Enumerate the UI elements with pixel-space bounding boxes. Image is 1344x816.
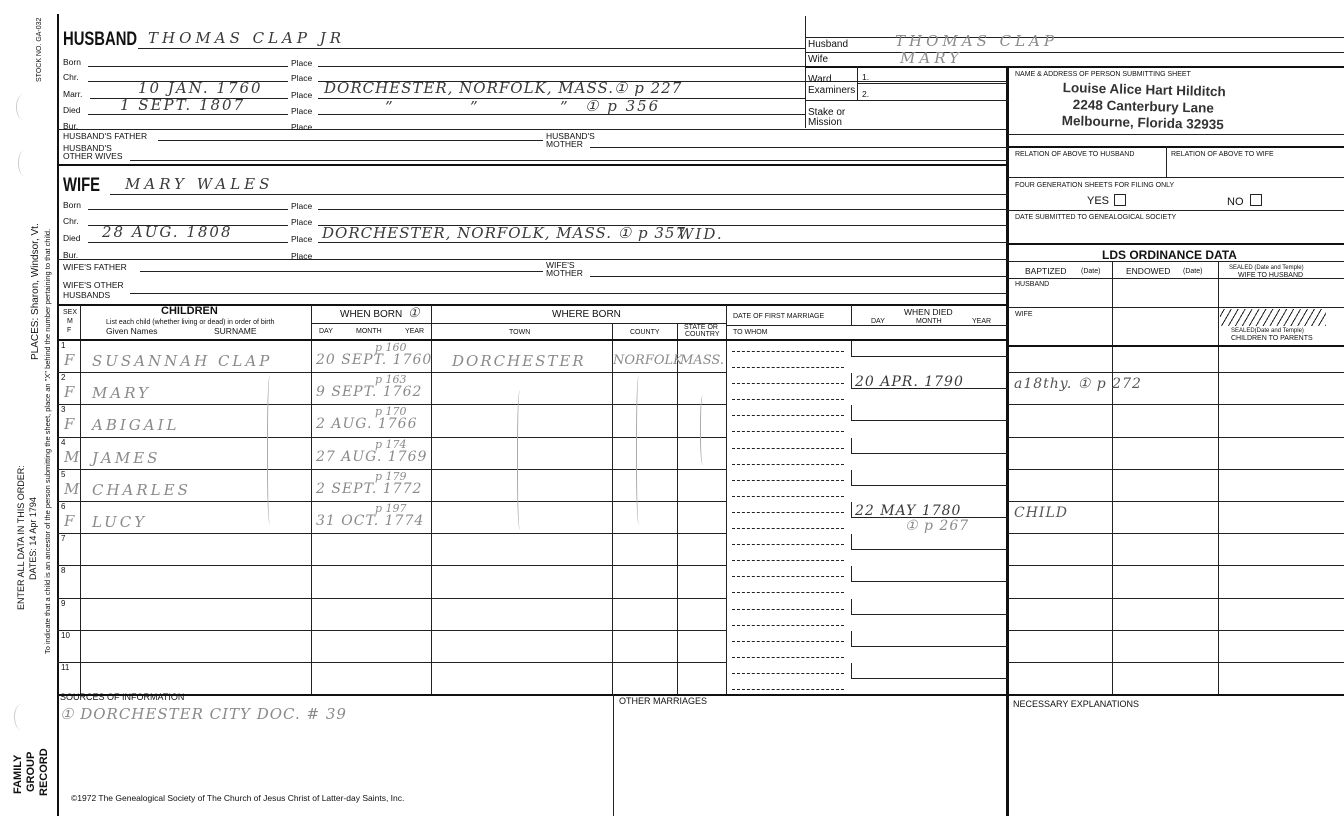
relation-wife-label: RELATION OF ABOVE TO WIFE xyxy=(1171,151,1274,158)
child-birth-ref[interactable]: p 179 xyxy=(375,470,407,483)
date-submitted-label: DATE SUBMITTED TO GENEALOGICAL SOCIETY xyxy=(1015,214,1177,221)
stake-label-2: Mission xyxy=(808,117,842,128)
enter-order-note: ENTER ALL DATA IN THIS ORDER: xyxy=(16,465,26,610)
yes-checkbox[interactable] xyxy=(1114,194,1126,206)
ditto-stroke xyxy=(517,390,524,530)
wife-died-place[interactable]: DORCHESTER, NORFOLK, MASS. ① p 357 xyxy=(322,224,687,242)
wife-mother-label-2: MOTHER xyxy=(546,268,583,278)
husband-other-wives-label-1: HUSBAND'S xyxy=(63,143,112,153)
child-sex[interactable]: M xyxy=(64,448,82,466)
surname-label: SURNAME xyxy=(214,326,257,336)
state-label-2: COUNTRY xyxy=(685,331,720,338)
lds-baptized-label: BAPTIZED xyxy=(1025,266,1067,276)
no-label: NO xyxy=(1227,196,1244,208)
died-year-label: YEAR xyxy=(972,318,992,325)
town-label: TOWN xyxy=(509,329,531,336)
born-month-label: MONTH xyxy=(356,328,382,335)
child-row-number: 11 xyxy=(61,663,70,672)
child-name[interactable]: MARY xyxy=(92,384,151,402)
wife-chr-place-label: Place xyxy=(291,217,313,227)
wife-heading: WIFE xyxy=(63,175,101,196)
relation-husband-label: RELATION OF ABOVE TO HUSBAND xyxy=(1015,151,1135,158)
child-birth-date[interactable]: 27 AUG. 1769 xyxy=(316,449,428,465)
husband-heading: HUSBAND xyxy=(63,29,138,50)
child-birth-ref[interactable]: p 160 xyxy=(375,341,407,354)
child-row-number: 4 xyxy=(61,438,66,447)
child-birth-date[interactable]: 2 AUG. 1766 xyxy=(316,416,418,432)
husband-father-label: HUSBAND'S FATHER xyxy=(63,131,148,141)
wife-died-place-label: Place xyxy=(291,234,313,244)
died-month-label: MONTH xyxy=(916,318,942,325)
first-marriage-label: DATE OF FIRST MARRIAGE xyxy=(733,313,825,320)
examiner-2: 2. xyxy=(862,89,870,99)
child-birth-county[interactable]: NORFOLK xyxy=(613,353,683,368)
child-sex[interactable]: F xyxy=(64,351,77,369)
child-name[interactable]: LUCY xyxy=(92,513,148,531)
child-death-date[interactable]: 22 MAY 1780 xyxy=(855,503,962,519)
four-generation-label: FOUR GENERATION SHEETS FOR FILING ONLY xyxy=(1015,182,1175,189)
submitter-label: NAME & ADDRESS OF PERSON SUBMITTING SHEET xyxy=(1015,71,1191,78)
ward-label: Ward xyxy=(808,74,832,85)
when-born-label: WHEN BORN xyxy=(340,309,403,320)
child-birth-date[interactable]: 31 OCT. 1774 xyxy=(316,513,425,529)
wife-other-husbands-label-2: HUSBANDS xyxy=(63,290,111,300)
wife-father-label: WIFE'S FATHER xyxy=(63,262,127,272)
husband-mother-label-2: MOTHER xyxy=(546,139,583,149)
form-title-group: GROUP xyxy=(25,751,37,792)
lds-endowed-date: (Date) xyxy=(1183,268,1203,275)
ditto-stroke xyxy=(636,375,643,525)
child-row-number: 2 xyxy=(61,373,66,382)
child-birth-date[interactable]: 20 SEPT. 1760 xyxy=(316,352,433,368)
sources-label: SOURCES OF INFORMATION xyxy=(60,692,185,702)
child-death-ref[interactable]: ① p 267 xyxy=(905,518,970,534)
ancestor-instruction: To indicate that a child is an ancestor of the person submitting the sheet, place an "X" behind the number pertaining to that child. xyxy=(43,228,52,654)
husband-died-ditto-1[interactable]: ” xyxy=(385,98,395,116)
lds-sealed-children-1: SEALED(Date and Temple) xyxy=(1231,328,1304,334)
child-row-number: 6 xyxy=(61,502,66,511)
submitter-street: 2248 Canterbury Lane xyxy=(1072,97,1215,116)
sex-m-label: M xyxy=(67,318,73,325)
wife-died-note[interactable]: WID. xyxy=(678,225,724,243)
wife-born-place-label: Place xyxy=(291,201,313,211)
husband-name[interactable]: THOMAS CLAP JR xyxy=(148,29,346,47)
form-title-family: FAMILY xyxy=(12,754,24,794)
died-day-label: DAY xyxy=(871,318,885,325)
lds-sealed-wife-1: SEALED (Date and Temple) xyxy=(1229,265,1304,271)
husband-marr-place-label: Place xyxy=(291,90,313,100)
ditto-stroke xyxy=(267,375,274,525)
child-name[interactable]: JAMES xyxy=(92,449,161,467)
lds-title: LDS ORDINANCE DATA xyxy=(1102,248,1237,262)
wife-bur-label: Bur. xyxy=(63,250,79,260)
husband-marr-date[interactable]: 10 JAN. 1760 xyxy=(138,79,263,97)
husband-other-wives-label-2: OTHER WIVES xyxy=(63,151,123,161)
child-name[interactable]: ABIGAIL xyxy=(92,416,180,434)
submitter-city: Melbourne, Florida 32935 xyxy=(1061,113,1224,133)
husband-died-place-label: Place xyxy=(291,106,313,116)
lds-hatch-area xyxy=(1220,309,1326,326)
husband-died-date[interactable]: 1 SEPT. 1807 xyxy=(120,96,246,114)
punch-hole xyxy=(18,150,31,176)
lds-baptized-date: (Date) xyxy=(1081,268,1101,275)
child-birth-state[interactable]: MASS. xyxy=(680,353,724,368)
child-row-number: 5 xyxy=(61,470,66,479)
child-row-number: 9 xyxy=(61,599,66,608)
other-marriages-label: OTHER MARRIAGES xyxy=(619,696,708,706)
husband-died-label: Died xyxy=(63,105,81,115)
punch-hole xyxy=(14,704,29,730)
child-sex[interactable]: M xyxy=(64,480,82,498)
child-lds-note[interactable]: CHILD xyxy=(1014,505,1068,521)
lds-wife-label: WIFE xyxy=(1015,311,1033,318)
wife-other-husbands-label-1: WIFE'S OTHER xyxy=(63,280,124,290)
child-birth-date[interactable]: 2 SEPT. 1772 xyxy=(316,481,423,497)
child-name[interactable]: CHARLES xyxy=(92,481,191,499)
husband-died-ditto-2[interactable]: ” xyxy=(470,98,480,116)
wife-died-date[interactable]: 28 AUG. 1808 xyxy=(102,223,233,241)
husband-died-ditto-3[interactable]: ” xyxy=(560,98,570,116)
child-name[interactable]: SUSANNAH CLAP xyxy=(92,352,273,370)
stock-number: STOCK NO. GA-032 xyxy=(36,17,43,82)
when-born-ref: ① xyxy=(408,306,422,321)
child-birth-ref[interactable]: p 163 xyxy=(375,373,407,386)
when-died-label: WHEN DIED xyxy=(904,307,953,317)
child-birth-ref[interactable]: p 197 xyxy=(375,502,407,515)
given-names-label: Given Names xyxy=(106,326,158,336)
husband-chr-place-label: Place xyxy=(291,73,313,83)
parents-wife-label: Wife xyxy=(808,54,828,65)
child-sex[interactable]: F xyxy=(64,383,77,401)
wife-born-label: Born xyxy=(63,200,81,210)
husband-born-place-label: Place xyxy=(291,58,313,68)
child-sex[interactable]: F xyxy=(64,512,77,530)
copyright: ©1972 The Genealogical Society of The Church of Jesus Christ of Latter-day Saints, Inc. xyxy=(71,793,405,803)
child-row-number: 3 xyxy=(61,405,66,414)
parents-husband-value[interactable]: THOMAS CLAP xyxy=(895,32,1058,50)
lds-sealed-children-2: CHILDREN TO PARENTS xyxy=(1231,335,1313,342)
no-checkbox[interactable] xyxy=(1250,194,1262,206)
child-sex[interactable]: F xyxy=(64,415,77,433)
county-label: COUNTY xyxy=(630,329,660,336)
child-birth-ref[interactable]: p 170 xyxy=(375,405,407,418)
form-title-record: RECORD xyxy=(38,748,50,796)
wife-name[interactable]: MARY WALES xyxy=(125,175,274,193)
child-death-date[interactable]: 20 APR. 1790 xyxy=(855,374,964,390)
yes-label: YES xyxy=(1087,195,1110,207)
submitter-name: Louise Alice Hart Hilditch xyxy=(1062,80,1226,100)
husband-bur-place-label: Place xyxy=(291,122,313,132)
born-year-label: YEAR xyxy=(405,328,425,335)
examiner-1: 1. xyxy=(862,72,870,82)
places-note: PLACES: Sharon, Windsor, Vt. xyxy=(30,223,41,360)
child-row-number: 1 xyxy=(61,341,66,350)
children-title: CHILDREN xyxy=(161,305,218,317)
child-lds-note[interactable]: a18thy. ① p 272 xyxy=(1014,376,1142,392)
child-row-number: 7 xyxy=(61,534,66,543)
to-whom-label: TO WHOM xyxy=(733,329,768,336)
children-subtitle: List each child (whether living or dead) in order of birth xyxy=(106,319,275,326)
stake-label-1: Stake or xyxy=(808,107,846,118)
wife-bur-place-label: Place xyxy=(291,251,313,261)
child-birth-town[interactable]: DORCHESTER xyxy=(452,352,586,370)
sex-label: SEX xyxy=(63,309,78,316)
husband-born-label: Born xyxy=(63,57,81,67)
child-birth-ref[interactable]: p 174 xyxy=(375,438,407,451)
lds-sealed-wife-2: WIFE TO HUSBAND xyxy=(1238,272,1304,279)
husband-marr-label: Marr. xyxy=(63,89,83,99)
born-day-label: DAY xyxy=(319,328,333,335)
examiners-label: Examiners xyxy=(808,85,856,96)
child-row-number: 10 xyxy=(61,631,70,640)
wife-chr-label: Chr. xyxy=(63,216,79,226)
ditto-stroke xyxy=(700,395,707,465)
necessary-explanations-label: NECESSARY EXPLANATIONS xyxy=(1013,699,1140,709)
child-birth-date[interactable]: 9 SEPT. 1762 xyxy=(316,384,423,400)
husband-died-place-ref[interactable]: ① p 356 xyxy=(585,97,661,115)
punch-hole xyxy=(16,94,31,120)
lds-husband-label: HUSBAND xyxy=(1015,281,1050,288)
sex-f-label: F xyxy=(67,327,72,334)
husband-marr-place[interactable]: DORCHESTER, NORFOLK, MASS.① p 227 xyxy=(324,79,683,97)
dates-note: DATES: 14 Apr 1794 xyxy=(28,497,38,580)
where-born-label: WHERE BORN xyxy=(552,309,621,320)
husband-mother-label-1: HUSBAND'S xyxy=(546,131,595,141)
parents-husband-label: Husband xyxy=(808,39,849,50)
wife-died-label: Died xyxy=(63,233,81,243)
lds-endowed-label: ENDOWED xyxy=(1126,266,1171,276)
sources-value[interactable]: ① DORCHESTER CITY DOC. # 39 xyxy=(60,705,347,723)
husband-chr-label: Chr. xyxy=(63,72,79,82)
wife-mother-label-1: WIFE'S xyxy=(546,260,575,270)
child-row-number: 8 xyxy=(61,566,66,575)
husband-bur-label: Bur. xyxy=(63,121,79,131)
state-label-1: STATE OR xyxy=(684,324,718,331)
parents-wife-value[interactable]: MARY xyxy=(900,49,963,67)
